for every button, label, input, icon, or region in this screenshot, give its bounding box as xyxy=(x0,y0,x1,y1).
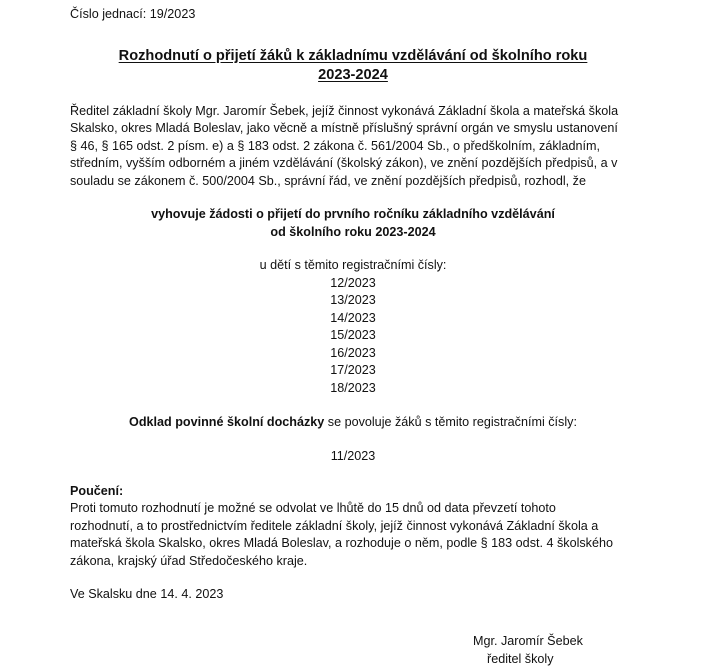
registration-number: 17/2023 xyxy=(330,363,376,378)
title-line-2: 2023-2024 xyxy=(318,66,388,83)
intro-line: středním, vyšším odborném a jiném vzdělávání (školský zákon), ve znění pozdějších předpisů, a v xyxy=(70,156,618,170)
document-title xyxy=(70,47,636,85)
registration-number: 14/2023 xyxy=(330,310,376,325)
instruction-line: mateřská škola Skalsko, okres Mladá Boleslav, a rozhoduje o něm, podle § 183 odst. 4 školského xyxy=(70,536,613,551)
document-page xyxy=(70,6,636,604)
deferral-number: 11/2023 xyxy=(330,449,376,464)
deferral-rest: se povoluje žáků s těmito registračními čísly: xyxy=(324,414,577,429)
instruction-heading: Poučení: xyxy=(70,483,124,498)
registration-number: 13/2023 xyxy=(330,293,376,308)
instruction-line: Proti tomuto rozhodnutí je možné se odvolat ve lhůtě do 15 dnů od data převzetí tohoto xyxy=(70,501,556,516)
intro-line: Skalsko, okres Mladá Boleslav, jako věcně a místně příslušný správní orgán ve smyslu ustanovení xyxy=(70,121,618,135)
intro-line: Ředitel základní školy Mgr. Jaromír Šebek, jejíž činnost vykonává Základní škola a mateřská škola xyxy=(70,103,619,118)
intro-paragraph xyxy=(70,103,636,191)
signatory-name: Mgr. Jaromír Šebek xyxy=(473,634,583,648)
intro-line: souladu se zákonem č. 500/2004 Sb., správní řád, ve znění pozdějších předpisů, rozhodl, že xyxy=(70,173,586,188)
decision-statement xyxy=(70,206,636,241)
date-line: Ve Skalsku dne 14. 4. 2023 xyxy=(70,587,224,602)
instruction-line: rozhodnutí, a to prostřednictvím ředitele základní školy, jejíž činnost vykonává Základní škola a xyxy=(70,518,599,533)
deferral-bold: Odklad povinné školní docházky xyxy=(129,414,325,429)
signature-block xyxy=(473,633,613,668)
registration-number: 18/2023 xyxy=(330,381,376,396)
title-line-1: Rozhodnutí o přijetí žáků k základnímu vzdělávání od školního roku xyxy=(118,47,588,64)
instruction-text xyxy=(70,500,636,570)
reference-number: Číslo jednací: 19/2023 xyxy=(70,7,196,21)
intro-line: § 46, § 165 odst. 2 písm. e) a § 183 odst. 2 zákona č. 561/2004 Sb., o předškolním, základním, xyxy=(70,138,600,153)
registration-number: 16/2023 xyxy=(330,345,376,360)
registration-number: 15/2023 xyxy=(330,328,376,343)
decision-line-1: vyhovuje žádosti o přijetí do prvního ročníku základního vzdělávání xyxy=(151,207,555,221)
deferral-statement xyxy=(70,414,636,432)
signatory-role: ředitel školy xyxy=(487,651,554,666)
decision-line-2: od školního roku 2023-2024 xyxy=(270,224,436,239)
instruction-line: zákona, krajský úřad Středočeského kraje. xyxy=(70,553,308,568)
registration-number-list xyxy=(70,275,636,398)
registration-number: 12/2023 xyxy=(330,275,376,290)
registration-intro: u dětí s těmito registračními čísly: xyxy=(259,258,447,272)
